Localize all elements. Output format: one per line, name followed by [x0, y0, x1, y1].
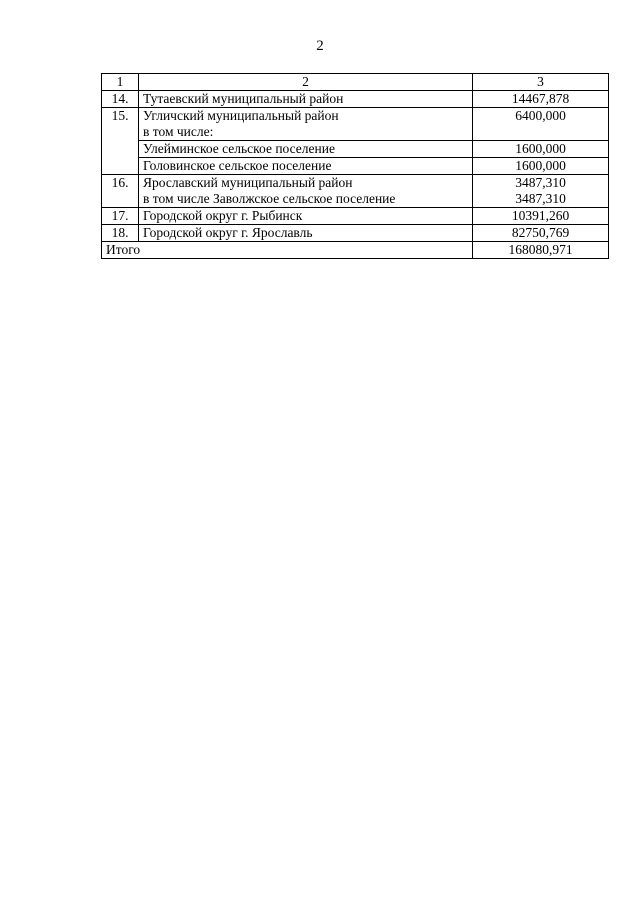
row-value: 1600,000: [473, 158, 609, 175]
row-name-line: Угличский муниципальный район: [143, 108, 339, 123]
row-number: 17.: [102, 208, 139, 225]
row-number: 14.: [102, 91, 139, 108]
table-header-row: [102, 74, 609, 91]
row-name: Тутаевский муниципальный район: [139, 91, 473, 108]
allocation-table: [101, 73, 609, 259]
total-label: Итого: [102, 242, 473, 259]
row-number: 15.: [102, 108, 139, 175]
row-name-line: Ярославский муниципальный район: [143, 175, 353, 190]
row-value: 6400,000: [473, 108, 609, 141]
row-name: [139, 175, 473, 208]
column-header-3: 3: [473, 74, 609, 91]
row-name: Городской округ г. Рыбинск: [139, 208, 473, 225]
table-row: [102, 91, 609, 108]
column-header-1: 1: [102, 74, 139, 91]
row-number: 18.: [102, 225, 139, 242]
row-value: 1600,000: [473, 141, 609, 158]
page-number: 2: [316, 38, 324, 54]
row-name: Головинское сельское поселение: [139, 158, 473, 175]
table-row: [102, 225, 609, 242]
column-header-2: 2: [139, 74, 473, 91]
row-value: [473, 175, 609, 208]
table-row: [102, 141, 609, 158]
row-value: 14467,878: [473, 91, 609, 108]
row-number: 16.: [102, 175, 139, 208]
total-value: 168080,971: [473, 242, 609, 259]
row-name: Городской округ г. Ярославль: [139, 225, 473, 242]
row-value: 10391,260: [473, 208, 609, 225]
table-row: [102, 158, 609, 175]
row-value: 82750,769: [473, 225, 609, 242]
table-row: [102, 108, 609, 141]
table-row: [102, 175, 609, 208]
row-value-line: 3487,310: [515, 191, 566, 206]
table-row: [102, 208, 609, 225]
row-name: [139, 108, 473, 141]
row-value-line: 3487,310: [515, 175, 566, 190]
table-total-row: [102, 242, 609, 259]
row-name-line: в том числе Заволжское сельское поселение: [143, 191, 396, 206]
row-name: Улейминское сельское поселение: [139, 141, 473, 158]
row-name-line: в том числе:: [143, 124, 214, 139]
